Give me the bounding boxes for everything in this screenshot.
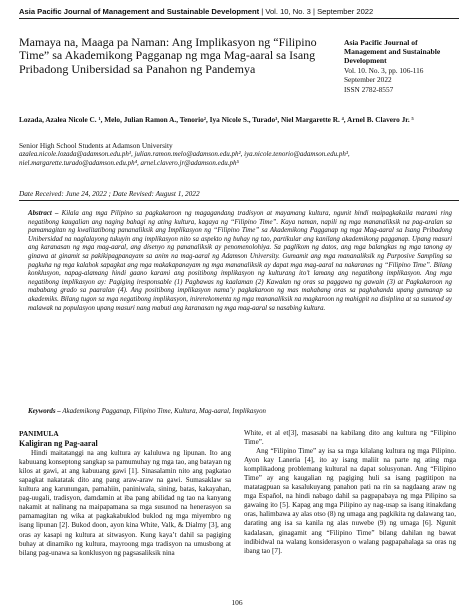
- body-paragraph: Ang “Filipino Time” ay isa sa mga kilalang kultura ng mga Pilipino. Ayon kay Laneria [4], ito ay isang maliit na parte ng ating mga komplikadong problemang kultural na dapat solusyonan. Ang “Filipino Time” ay ang kaugalian ng pagiging huli sa isang pagtitipon na matatagpuan sa kasalukuyang panahon pati na rin sa nagdaang araw ng mga Español, na hindi nabago dahil sa pagpapabaya ng mga Pilipino sa gawaing ito [5]. Kapag ang mga Pilipino ay nag-usap sa isang itinakdang oras, halimbawa ay alas otso (8) ng umaga ang pagkikita ng dalawang tao, darating ang isa sa kanila ng alas nuwebe (9) ng umaga [6]. Ngunit kadalasan, ginagamit ang “Filipino Time” bilang dahilan ng bawat indibidwal na walang konsiderasyon o walang pagpapahalaga sa oras ng ibang tao [7].: [244, 447, 456, 555]
- abstract: [28, 210, 452, 313]
- section-heading: PANIMULA: [19, 429, 59, 438]
- publication-issn: ISSN 2782-8557: [344, 84, 394, 94]
- left-column: [19, 429, 231, 558]
- header-rule: [19, 18, 459, 19]
- subsection-heading: Kaligiran ng Pag-aaral: [19, 439, 98, 449]
- keywords: [28, 408, 452, 417]
- keywords-label: Keywords –: [28, 408, 61, 415]
- publication-date: September 2022: [344, 75, 392, 85]
- running-head: Asia Pacific Journal of Management and Sustainable Development | Vol. 10, No. 3 | September 2022: [19, 7, 374, 16]
- author-emails: azalea.nicole.lozada@adamson.edu.ph¹, julian.ramon.melo@adamson.edu.ph², iya.nicole.tenorio@adamson.edu.ph³, niel.margarette.turado@adamson.edu.ph⁴, arnel.clavero.jr@adamson.edu.ph⁵: [19, 150, 350, 168]
- abstract-label: Abstract –: [28, 210, 59, 217]
- keywords-text: Akademikong Pagganap, Filipino Time, Kultura, Mag-aaral, Implikasyon: [62, 408, 266, 415]
- author-list: Lozada, Azalea Nicole C. ¹, Melo, Julian Ramon A., Tenorio², Iya Nicole S., Turado³, Niel Margarette R. ⁴, Arnel B. Clavero Jr. ⁵: [19, 115, 414, 124]
- received-revised-dates: Date Received: June 24, 2022 ; Date Revised: August 1, 2022: [19, 189, 200, 198]
- running-head-details: Vol. 10, No. 3 | September 2022: [265, 7, 374, 16]
- right-column: [244, 429, 456, 556]
- publication-journal-name: Asia Pacific Journal of Management and Sustainable Development: [344, 38, 441, 66]
- affiliation: Senior High School Students at Adamson University: [19, 141, 173, 150]
- page-number: 106: [231, 598, 243, 607]
- body-paragraph: Hindi maitatanggi na ang kultura ay kaluluwa ng lipunan. Ito ang kabuuang konseptong sangkap sa pamumuhay ng mga tao, ang batayan ng kilos at gawi, at ang kabuuang gawi [1]. Sinasalamin nito ang pagkatao sapagkat nakatatak dito ang pang araw-araw na gawi. Sumasaklaw sa kultura ang karunungan, pamahiin, paniniwala, sining, batas, kakayahan, pag-uugali, tradisyon, damdamin at iba pang abilidad ng tao na kanyang nakamit at nalinang na maipapamana sa mga susunod na henerasyon sa pamamagitan ng wika at pagkakabuklod buklod ng mga miyembro ng isang lipunan [2]. Bukod doon, ayon kina White, Valk, & Dialmy [3], ang oras ay kasapi ng kultura at sitwasyon. Kung kaya’t dahil sa pagiging buhay at dinamiko ng kultura, mayroong mga tradisyon na umusbong at bilang pag-unawa sa konklusyon ng pagsasaliksik nina: [19, 449, 231, 557]
- paper-title: Mamaya na, Maaga pa Naman: Ang Implikasyon ng “Filipino Time” sa Akademikong Pagganap ng mga Mag-aaral sa Isang Pribadong Unibersidad sa Panahon ng Pandemya: [19, 35, 317, 76]
- body-paragraph: White, et al et[3], masasabi na kabilang dito ang kultura ng “Filipino Time”.: [244, 429, 456, 447]
- publication-box: [344, 38, 460, 94]
- abstract-text: Kilala ang mga Pilipino sa pagkakaroon ng magagandang tradisyon at mayamang kultura, ngunit hindi maipagkakaila marami ring negatibong kaugalian ang naging bahagi ng ating kultura, kagaya ng “Filipino Time”. Kaya naman, napili ng mga mananaliksik na pag-aralan sa pamamagitan ng kwalitatibong pananaliksik ang Implikasyon ng “Filipino Time” sa Akademikong Pagganap ng mga Mag-aaral sa Isang Pribadong Unibersidad na naglalayong tukuyin ang implikasyon nito sa aspekto ng buhay ng tao, partikular ang kanilang akademikong pagganap. Upang masuri ang karanasan ng mga mag-aaral, ang disenyo ng pananaliksik ay penomenolohiya. Sa paglikom ng datos, ang mga balangkas ng mga tanong ay ginawa at ginamit sa pakikipagpanayam sa anim na mag-aaral ng Adamson University. Gumamit ang mga mananaliksik ng Purposive Sampling sa pagkuha ng mga kalahok sapagkat ang mga makakapanayam ng mga mananaliksik ay dapat mga mag-aaral na nakaranas ng “Filipino Time”. Bilang konklusyon, napag-alamang hindi gaano karami ang positibong implikasyon ng kulturang ito’t lamang ang negatibong implikasyon. Ang mga negatibong implikasyon ay: Pagiging iresponsable (1) Pagbawas ng kaalaman (2) Kawalan ng oras sa paggawa ng gawain (3) at Pagkakaroon ng mababang grado sa paaralan (4). Ang positibong implikasyon nama’y pagkakaroon ng mas mahabang oras sa paghahanda upang gumanap sa akademiks. Bilang tugon sa mga negatibong implikasyon, inirerekomenta ng mga mananaliksik na magkaroon ng mahigpit na disiplina at sa susunod ay malawak na populasyon upang masuri nang mabuti ang karanasan ng mga mag-aaral sa nasabing kultura.: [28, 210, 452, 312]
- publication-volume-pages: Vol. 10. No. 3, pp. 106-116: [344, 65, 424, 75]
- dates-rule: [19, 200, 459, 201]
- running-head-journal: Asia Pacific Journal of Management and Sustainable Development: [19, 7, 260, 16]
